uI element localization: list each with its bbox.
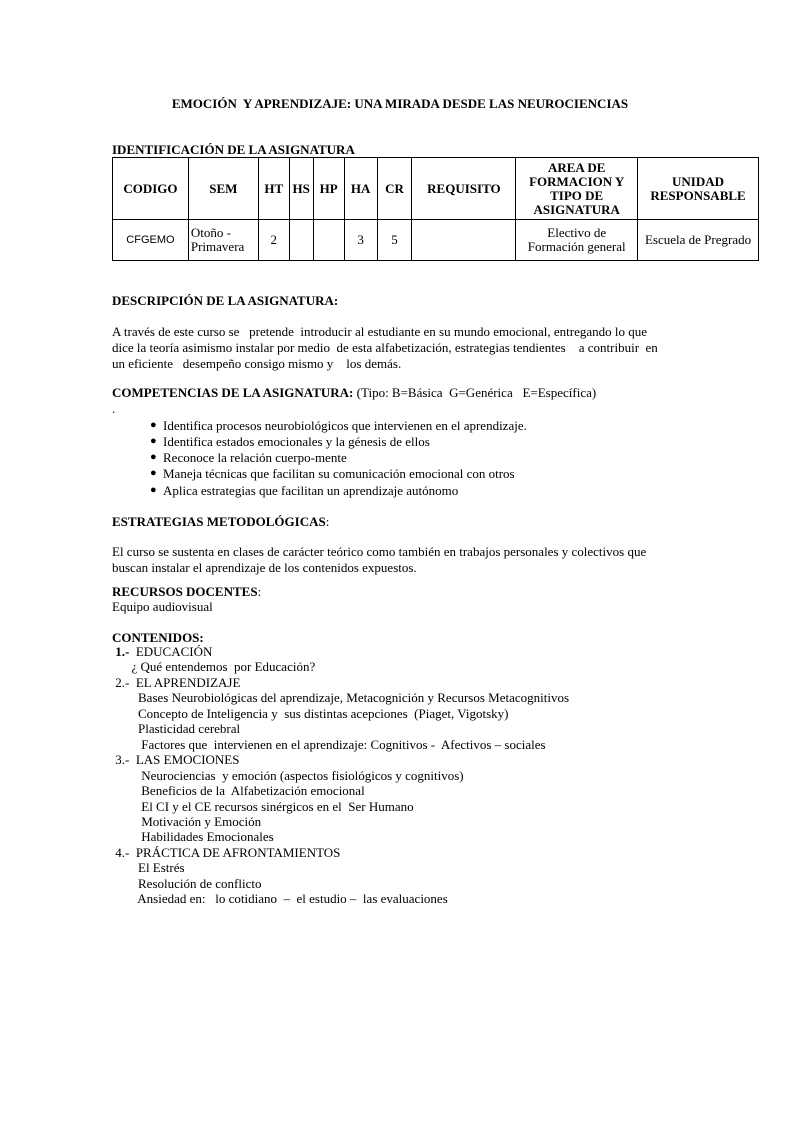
contenido-item: Habilidades Emocionales	[112, 829, 274, 845]
contenido-item: Ansiedad en: lo cotidiano – el estudio – las evaluaciones	[112, 891, 448, 907]
recursos-heading	[112, 584, 261, 599]
header-cr: CR	[377, 158, 412, 220]
stray-dot: .	[112, 401, 116, 416]
cell-cr: 5	[377, 220, 412, 261]
header-ht: HT	[258, 158, 289, 220]
descripcion-heading: DESCRIPCIÓN DE LA ASIGNATURA:	[112, 293, 339, 308]
cell-unidad: Escuela de Pregrado	[638, 220, 759, 261]
competencias-heading	[112, 385, 596, 400]
descripcion-line: un eficiente desempeño consigo mismo y los demás.	[112, 356, 402, 371]
table-header-row	[113, 158, 759, 220]
bullet-icon: ●	[150, 419, 157, 431]
cell-ht: 2	[258, 220, 289, 261]
contenido-item: Beneficios de la Alfabetización emocional	[112, 783, 365, 799]
recursos-text: Equipo audiovisual	[112, 599, 213, 614]
header-codigo: CODIGO	[113, 158, 189, 220]
table-row	[113, 220, 759, 261]
contenido-item: Motivación y Emoción	[112, 813, 262, 829]
contenido-item: Concepto de Inteligencia y sus distintas acepciones (Piaget, Vigotsky)	[112, 705, 509, 721]
header-sem: SEM	[188, 158, 258, 220]
contenido-section: 3.- LAS EMOCIONES	[112, 752, 240, 768]
bullet-icon: ●	[150, 467, 157, 479]
contenido-item: El Estrés	[112, 860, 185, 876]
competencias-tipo: (Tipo: B=Básica G=Genérica E=Específica)	[353, 385, 597, 400]
bullet-icon: ●	[150, 435, 157, 447]
competencias-title: COMPETENCIAS DE LA ASIGNATURA:	[112, 385, 354, 400]
contenido-item: Plasticidad cerebral	[112, 721, 241, 737]
contenido-item: Bases Neurobiológicas del aprendizaje, Metacognición y Recursos Metacognitivos	[112, 690, 570, 706]
estrategias-colon: :	[325, 514, 330, 529]
competencia-item: Identifica procesos neurobiológicos que intervienen en el aprendizaje.	[163, 418, 527, 433]
recursos-title: RECURSOS DOCENTES	[112, 584, 258, 599]
contenido-item: El CI y el CE recursos sinérgicos en el Ser Humano	[112, 798, 414, 814]
document-title: EMOCIÓN Y APRENDIZAJE: UNA MIRADA DESDE LAS NEUROCIENCIAS	[171, 96, 629, 111]
descripcion-line: dice la teoría asimismo instalar por medio de esta alfabetización, estrategias tendientes a contribuir en	[112, 340, 658, 355]
cell-hs	[289, 220, 313, 261]
cell-requisito	[412, 220, 516, 261]
competencia-item: Reconoce la relación cuerpo-mente	[163, 450, 347, 465]
cell-area: Electivo de Formación general	[516, 220, 638, 261]
header-requisito: REQUISITO	[412, 158, 516, 220]
estrategias-title: ESTRATEGIAS METODOLÓGICAS	[112, 514, 326, 529]
competencia-item: Identifica estados emocionales y la génesis de ellos	[163, 434, 430, 449]
cell-codigo: CFGEMO	[113, 220, 189, 261]
descripcion-line: A través de este curso se pretende introducir al estudiante en su mundo emocional, entregando lo que	[112, 324, 647, 339]
contenido-item: Neurociencias y emoción (aspectos fisiológicos y cognitivos)	[112, 767, 464, 783]
cell-hp	[313, 220, 344, 261]
cell-sem: Otoño - Primavera	[188, 220, 258, 261]
estrategias-line: El curso se sustenta en clases de carácter teórico como también en trabajos personales y colectivos que	[112, 544, 647, 559]
contenido-section: 1.- EDUCACIÓN	[115, 644, 213, 659]
cell-ha: 3	[344, 220, 377, 261]
competencia-item: Aplica estrategias que facilitan un aprendizaje autónomo	[163, 483, 459, 498]
asignatura-table	[112, 157, 759, 261]
competencia-item: Maneja técnicas que facilitan su comunicación emocional con otros	[163, 466, 515, 481]
contenido-section: 4.- PRÁCTICA DE AFRONTAMIENTOS	[112, 844, 341, 860]
bullet-icon: ●	[150, 451, 157, 463]
contenido-item: Factores que intervienen en el aprendizaje: Cognitivos - Afectivos – sociales	[112, 736, 546, 752]
header-area: AREA DE FORMACION Y TIPO DE ASIGNATURA	[516, 158, 638, 220]
contenido-item: ¿ Qué entendemos por Educación?	[112, 659, 316, 675]
estrategias-line: buscan instalar el aprendizaje de los contenidos expuestos.	[112, 560, 417, 575]
recursos-colon: :	[257, 584, 262, 599]
header-hs: HS	[289, 158, 313, 220]
header-ha: HA	[344, 158, 377, 220]
identificacion-heading: IDENTIFICACIÓN DE LA ASIGNATURA	[112, 142, 355, 157]
contenido-section: 2.- EL APRENDIZAJE	[112, 674, 241, 690]
header-unidad: UNIDAD RESPONSABLE	[638, 158, 759, 220]
contenidos-heading: CONTENIDOS:	[112, 630, 204, 645]
estrategias-heading	[112, 514, 329, 529]
contenido-item: Resolución de conflicto	[112, 875, 262, 891]
header-hp: HP	[313, 158, 344, 220]
bullet-icon: ●	[150, 484, 157, 496]
